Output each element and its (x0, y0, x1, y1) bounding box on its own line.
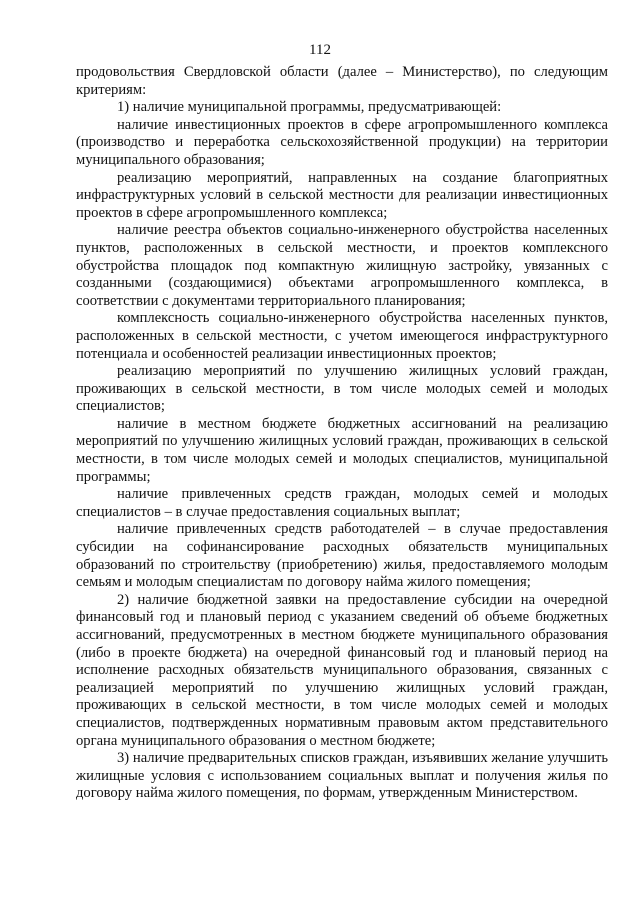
paragraph-budget-allocations: наличие в местном бюджете бюджетных ассигнований на реализацию мероприятий по улучшению жилищных условий граждан, проживающих в сельской местности, в том числе молодых семей и молодых специалистов, муниципальной программы; (76, 415, 608, 485)
paragraph-continuation: продовольствия Свердловской области (далее – Министерство), по следующим критериям: (76, 64, 608, 98)
paragraph-investment-projects: наличие инвестиционных проектов в сфере агропромышленного комплекса (производство и переработка сельскохозяйственной продукции) на территории муниципального образования; (76, 116, 608, 168)
page-number: 112 (309, 42, 331, 58)
paragraph-item-1-heading: 1) наличие муниципальной программы, предусматривающей: (117, 99, 502, 116)
document-body (76, 64, 608, 803)
paragraph-housing-improvement: реализацию мероприятий по улучшению жилищных условий граждан, проживающих в сельской местности, в том числе молодых семей и молодых специалистов; (76, 363, 608, 415)
paragraph-employer-funds: наличие привлеченных средств работодателей – в случае предоставления субсидии на софинансирование расходных обязательств муниципальных образований по строительству (приобретению) жилья, предоставляемого молодым семьям и молодым специалистам по договору найма жилого помещения; (76, 521, 608, 591)
paragraph-complex-development: комплексность социально-инженерного обустройства населенных пунктов, расположенных в сельской местности, с учетом имеющегося инфраструктурного потенциала и особенностей реализации инвестиционных проектов; (76, 310, 608, 362)
paragraph-citizen-funds: наличие привлеченных средств граждан, молодых семей и молодых специалистов – в случае предоставления социальных выплат; (76, 486, 608, 520)
paragraph-item-2-budget-request: 2) наличие бюджетной заявки на предоставление субсидии на очередной финансовый год и плановый период с указанием сведений об объеме бюджетных ассигнований, предусмотренных в местном бюджете муниципального образования (либо в проекте бюджета) на очередной финансовый год и плановый период на исполнение расходных обязательств муниципального образования, связанных с реализацией мероприятий по улучшению жилищных условий граждан, проживающих в сельской местности, в том числе молодых семей и молодых специалистов, подтвержденных нормативным правовым актом представительного органа муниципального образования о местном бюджете; (76, 591, 608, 749)
paragraph-infrastructure-measures: реализацию мероприятий, направленных на создание благоприятных инфраструктурных условий в сельской местности для реализации инвестиционных проектов в сфере агропромышленного комплекса; (76, 169, 608, 221)
paragraph-registry-of-objects: наличие реестра объектов социально-инженерного обустройства населенных пунктов, расположенных в сельской местности, и проектов комплексного обустройства площадок под компактную жилищную застройку, увязанных с созданными (создающимися) объектами агропромышленного комплекса, в соответствии с документами территориального планирования; (76, 222, 608, 309)
paragraph-item-3-preliminary-lists: 3) наличие предварительных списков граждан, изъявивших желание улучшить жилищные условия с использованием социальных выплат и получения жилья по договору найма жилого помещения, по формам, утвержденным Министерством. (76, 750, 608, 802)
